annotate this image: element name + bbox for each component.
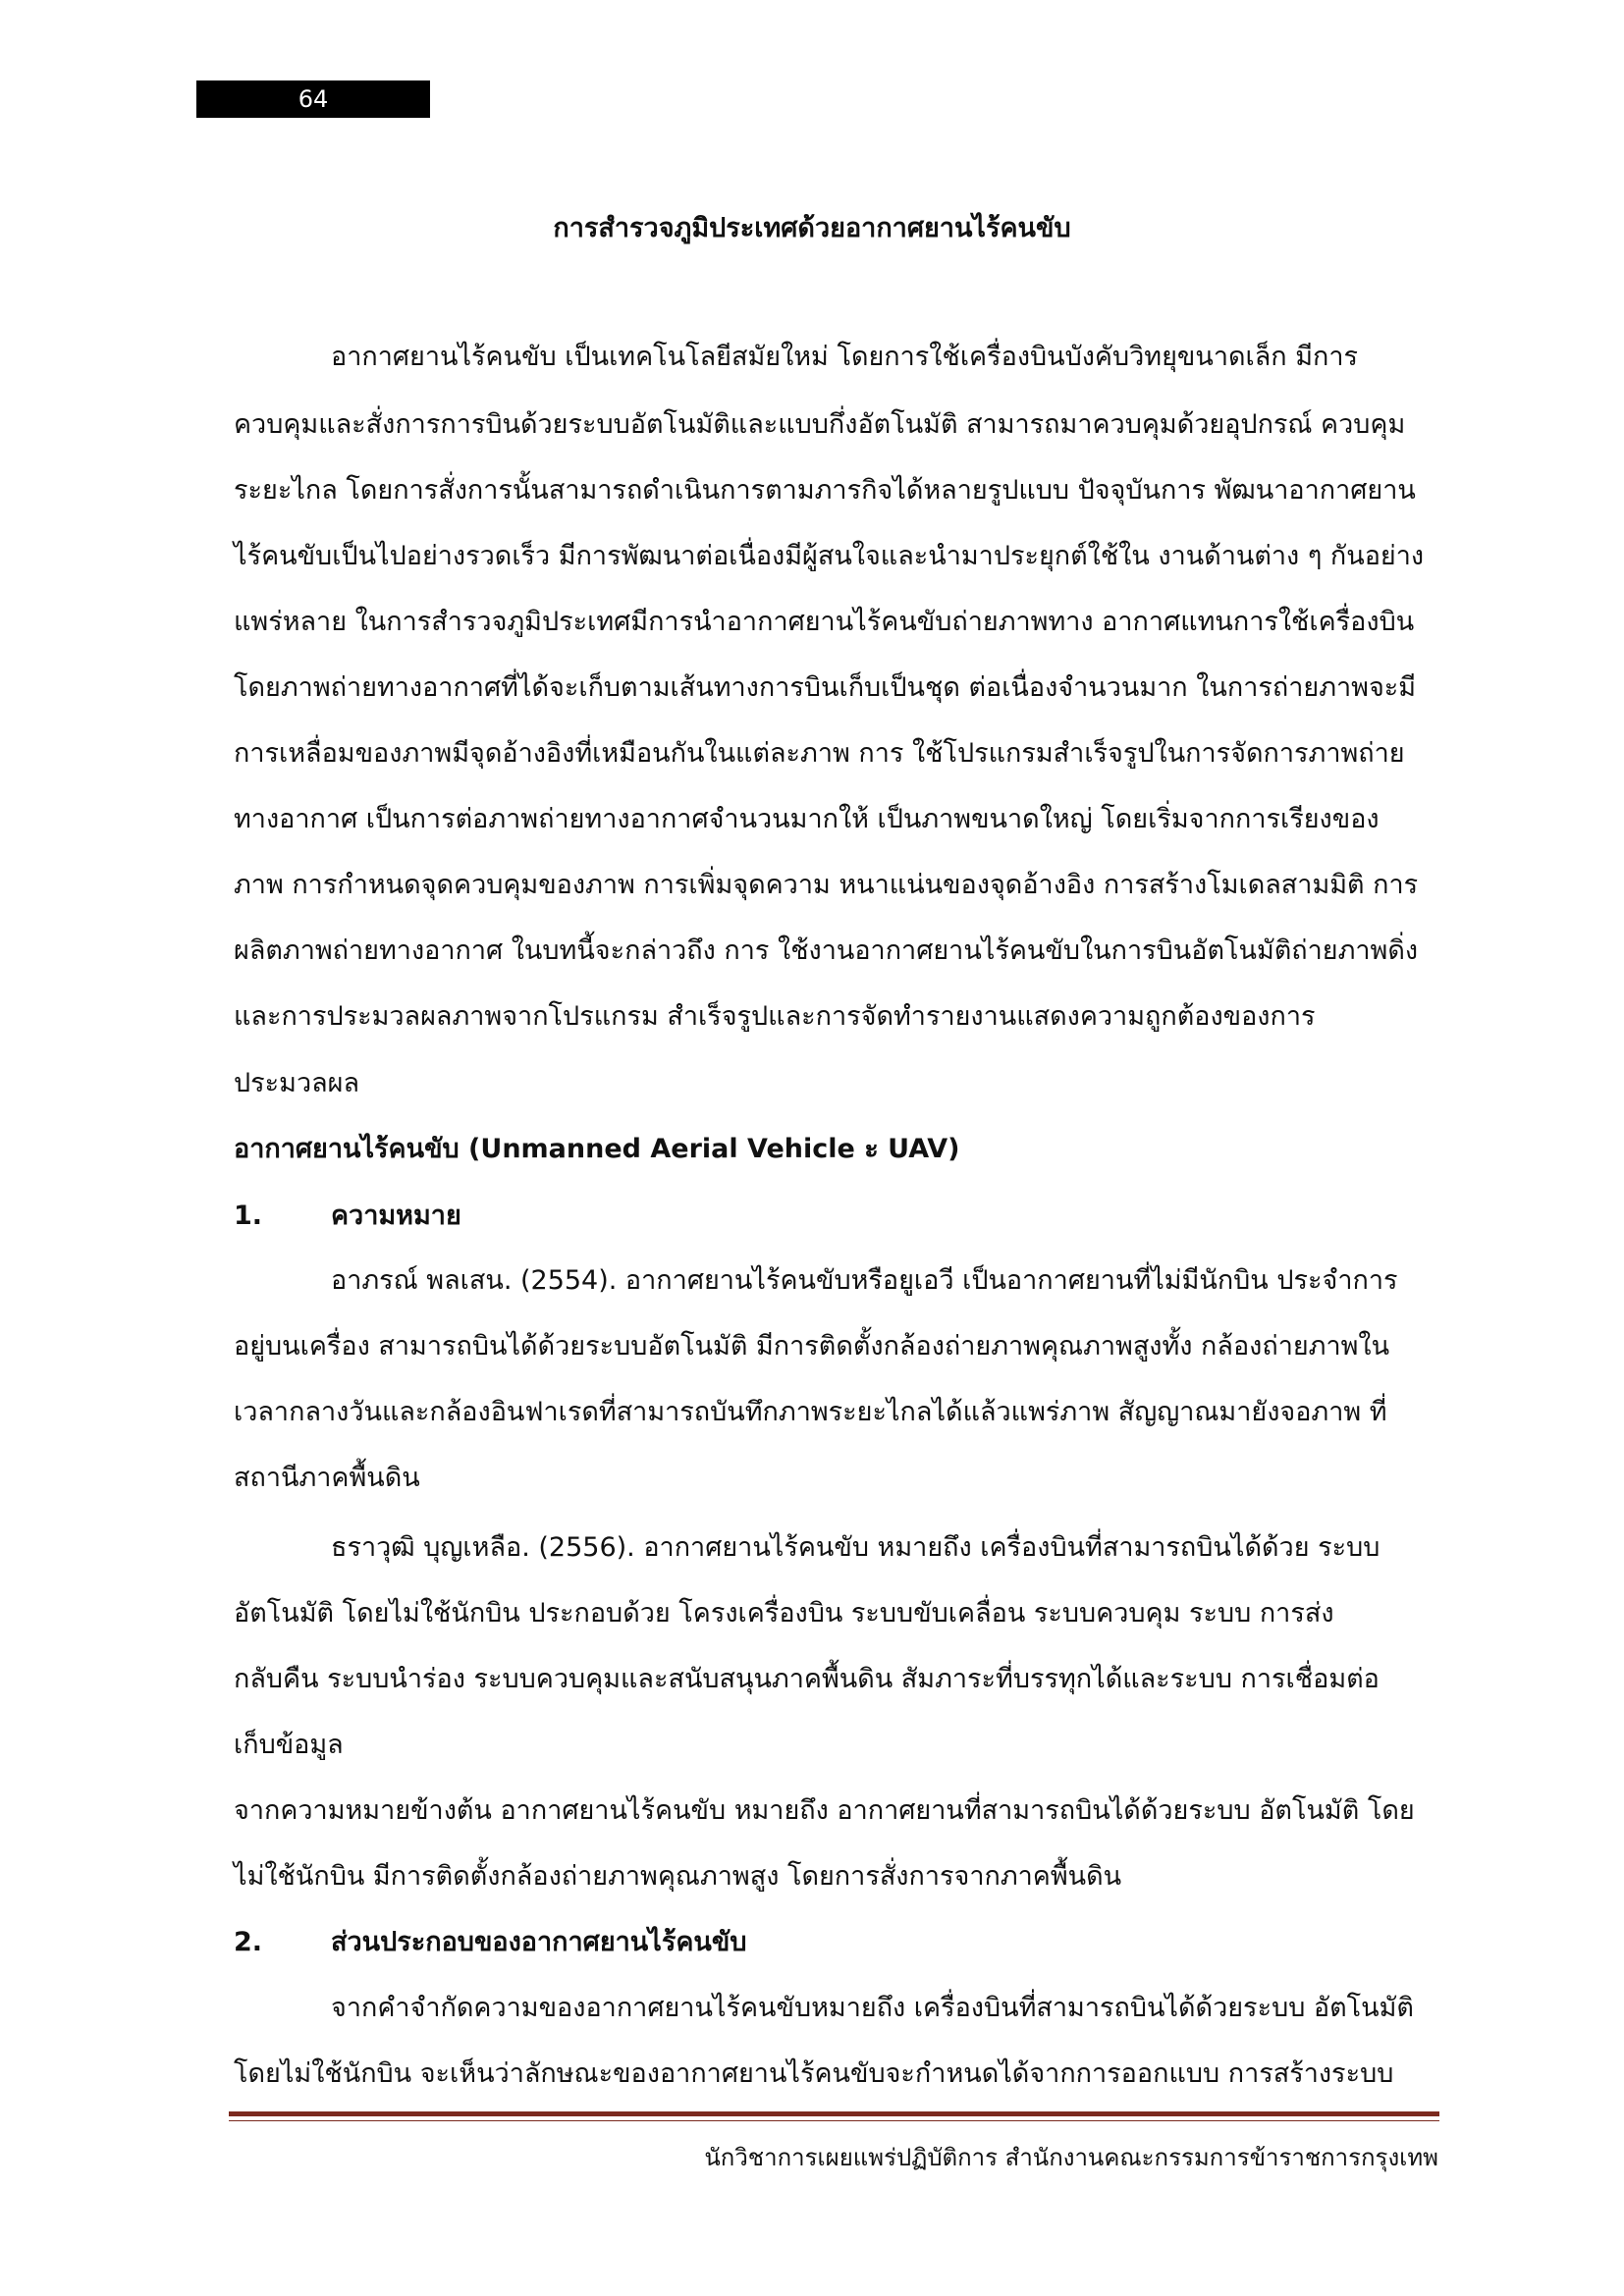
footer-text: นักวิชาการเผยแพร่ปฏิบัติการ สำนักงานคณะกรรมการข้าราชการกรุงเทพ (704, 2144, 1438, 2171)
intro-line: อากาศยานไร้คนขับ เป็นเทคโนโลยีสมัยใหม่ โดยการใช้เครื่องบินบังคับวิทยุขนาดเล็ก มีการ (331, 342, 1359, 372)
intro-line: ประมวลผล (234, 1068, 360, 1098)
intro-line: ภาพ การกำหนดจุดควบคุมของภาพ การเพิ่มจุดความ หนาแน่นของจุดอ้างอิง การสร้างโมเดลสามมิติ การ (234, 870, 1419, 900)
section-1-paragraph-line: อาภรณ์ พลเสน. (2554). อากาศยานไร้คนขับหรือยูเอวี เป็นอากาศยานที่ไม่มีนักบิน ประจำการ (331, 1265, 1398, 1296)
intro-line: การเหลื่อมของภาพมีจุดอ้างอิงที่เหมือนกันในแต่ละภาพ การ ใช้โปรแกรมสำเร็จรูปในการจัดการภาพถ่าย (234, 738, 1405, 769)
section-2-paragraph-line: โดยไม่ใช้นักบิน จะเห็นว่าลักษณะของอากาศยานไร้คนขับจะกำหนดได้จากการออกแบบ การสร้างระบบ (234, 2058, 1394, 2089)
intro-line: แพร่หลาย ในการสำรวจภูมิประเทศมีการนำอากาศยานไร้คนขับถ่ายภาพทาง อากาศแทนการใช้เครื่องบิน (234, 607, 1415, 637)
section-1-paragraph-line: ธราวุฒิ บุญเหลือ. (2556). อากาศยานไร้คนขับ หมายถึง เครื่องบินที่สามารถบินได้ด้วย ระบบ (331, 1532, 1380, 1563)
footer-rule-thin (229, 2120, 1439, 2121)
intro-line: ควบคุมและสั่งการการบินด้วยระบบอัตโนมัติและแบบกึ่งอัตโนมัติ สามารถมาควบคุมด้วยอุปกรณ์ ควบคุม (234, 409, 1406, 440)
section-1-paragraph-line: กลับคืน ระบบนำร่อง ระบบควบคุมและสนับสนุนภาคพื้นดิน สัมภาระที่บรรทุกได้และระบบ การเชื่อมต่อ (234, 1664, 1380, 1694)
intro-line: ไร้คนขับเป็นไปอย่างรวดเร็ว มีการพัฒนาต่อเนื่องมีผู้สนใจและนำมาประยุกต์ใช้ใน งานด้านต่าง ๆ กันอย่าง (234, 541, 1425, 571)
intro-line: ระยะไกล โดยการสั่งการนั้นสามารถดำเนินการตามภารกิจได้หลายรูปแบบ ปัจจุบันการ พัฒนาอากาศยาน (234, 475, 1416, 506)
page-title: การสำรวจภูมิประเทศด้วยอากาศยานไร้คนขับ (553, 213, 1071, 243)
intro-line: และการประมวลผลภาพจากโปรแกรม สำเร็จรูปและการจัดทำรายงานแสดงความถูกต้องของการ (234, 1001, 1316, 1032)
section-1-paragraph-line: อยู่บนเครื่อง สามารถบินได้ด้วยระบบอัตโนมัติ มีการติดตั้งกล้องถ่ายภาพคุณภาพสูงทั้ง กล้องถ่ายภาพใน (234, 1331, 1390, 1362)
section-1-paragraph-line: เก็บข้อมูล (234, 1730, 344, 1760)
intro-line: ทางอากาศ เป็นการต่อภาพถ่ายทางอากาศจำนวนมากให้ เป็นภาพขนาดใหญ่ โดยเริ่มจากการเรียงของ (234, 804, 1380, 834)
section-1-paragraph-line: เวลากลางวันและกล้องอินฟาเรดที่สามารถบันทึกภาพระยะไกลได้แล้วแพร่ภาพ สัญญาณมายังจอภาพ ที่ (234, 1397, 1387, 1427)
intro-line: ผลิตภาพถ่ายทางอากาศ ในบทนี้จะกล่าวถึง การ ใช้งานอากาศยานไร้คนขับในการบินอัตโนมัติถ่ายภาพดิ่ง (234, 935, 1419, 966)
section-1-paragraph-line: ไม่ใช้นักบิน มีการติดตั้งกล้องถ่ายภาพคุณภาพสูง โดยการสั่งการจากภาคพื้นดิน (234, 1861, 1122, 1892)
section-1-title: ความหมาย (331, 1201, 461, 1231)
section-1-paragraph-line: อัตโนมัติ โดยไม่ใช้นักบิน ประกอบด้วย โครงเครื่องบิน ระบบขับเคลื่อน ระบบควบคุม ระบบ การส่ง (234, 1598, 1334, 1629)
section-1-paragraph-line: สถานีภาคพื้นดิน (234, 1463, 420, 1493)
section-1-paragraph-line: จากความหมายข้างต้น อากาศยานไร้คนขับ หมายถึง อากาศยานที่สามารถบินได้ด้วยระบบ อัตโนมัติ โดย (234, 1795, 1415, 1826)
section-2-number: 2. (234, 1927, 263, 1957)
footer-rule (229, 2111, 1439, 2116)
section-2-paragraph-line: จากคำจำกัดความของอากาศยานไร้คนขับหมายถึง เครื่องบินที่สามารถบินได้ด้วยระบบ อัตโนมัติ (331, 1993, 1414, 2023)
page-number: 64 (196, 80, 430, 118)
intro-line: โดยภาพถ่ายทางอากาศที่ได้จะเก็บตามเส้นทางการบินเก็บเป็นชุด ต่อเนื่องจำนวนมาก ในการถ่ายภาพจะมี (234, 672, 1417, 703)
section-1-number: 1. (234, 1201, 263, 1231)
section-heading: อากาศยานไร้คนขับ (Unmanned Aerial Vehicle ะ UAV) (234, 1134, 960, 1164)
section-2-title: ส่วนประกอบของอากาศยานไร้คนขับ (331, 1927, 747, 1957)
